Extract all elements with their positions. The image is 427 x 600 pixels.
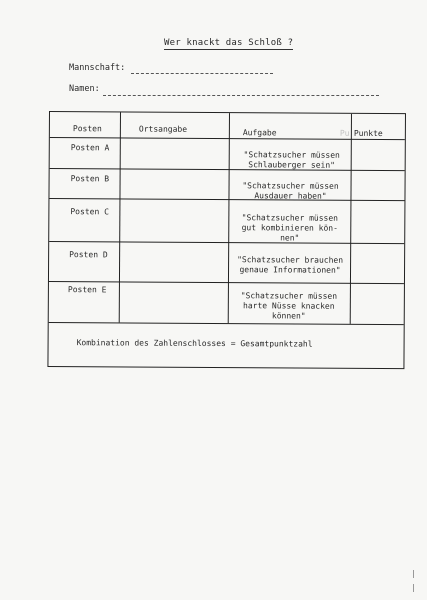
header-station: Posten: [72, 124, 102, 134]
station-c-task: [230, 213, 349, 244]
team-label: Mannschaft:: [69, 63, 126, 73]
task-line: "Schatzsucher müssen: [243, 150, 340, 160]
task-line: Ausdauer haben": [254, 191, 327, 201]
header-task: Aufgabe: [242, 128, 277, 138]
column-divider: [350, 114, 352, 324]
task-line: können": [271, 311, 306, 321]
task-line: gut kombinieren kön-: [241, 223, 338, 233]
task-line: "Schatzsucher müssen: [242, 181, 339, 191]
worksheet-title: Wer knackt das Schloß ?: [164, 38, 294, 48]
station-b-label: Posten B: [70, 174, 110, 184]
header-location: Ortsangabe: [138, 124, 188, 134]
task-line: Schlauberger sein": [248, 160, 336, 170]
station-b-task: [231, 181, 349, 202]
scan-margin-mark: [413, 584, 414, 592]
task-line: nen": [280, 233, 300, 243]
task-line: genaue Informationen": [239, 265, 341, 275]
task-line: "Schatzsucher müssen: [240, 291, 338, 301]
scan-margin-mark: [413, 570, 414, 578]
task-line: "Schatzsucher brauchen: [237, 255, 344, 265]
team-field-line: [131, 73, 273, 74]
station-a-label: Posten A: [70, 143, 110, 153]
header-faint-mark: Pu: [339, 128, 350, 138]
station-d-task: [230, 255, 350, 276]
stations-table: [47, 111, 406, 369]
task-line: harte Nüsse knacken: [243, 301, 335, 311]
task-line: "Schatzsucher müssen: [241, 213, 339, 223]
station-c-label: Posten C: [70, 207, 109, 217]
station-d-label: Posten D: [69, 250, 108, 260]
combination-footer: Kombination des Zahlenschlosses = Gesamtpunktzahl: [76, 338, 313, 349]
station-a-task: [234, 150, 350, 171]
names-field-line: [103, 95, 379, 96]
station-e-task: [229, 291, 349, 322]
names-label: Namen:: [69, 84, 100, 94]
column-divider: [119, 112, 121, 322]
station-e-label: Posten E: [67, 285, 107, 295]
header-points: Punkte: [353, 128, 383, 139]
